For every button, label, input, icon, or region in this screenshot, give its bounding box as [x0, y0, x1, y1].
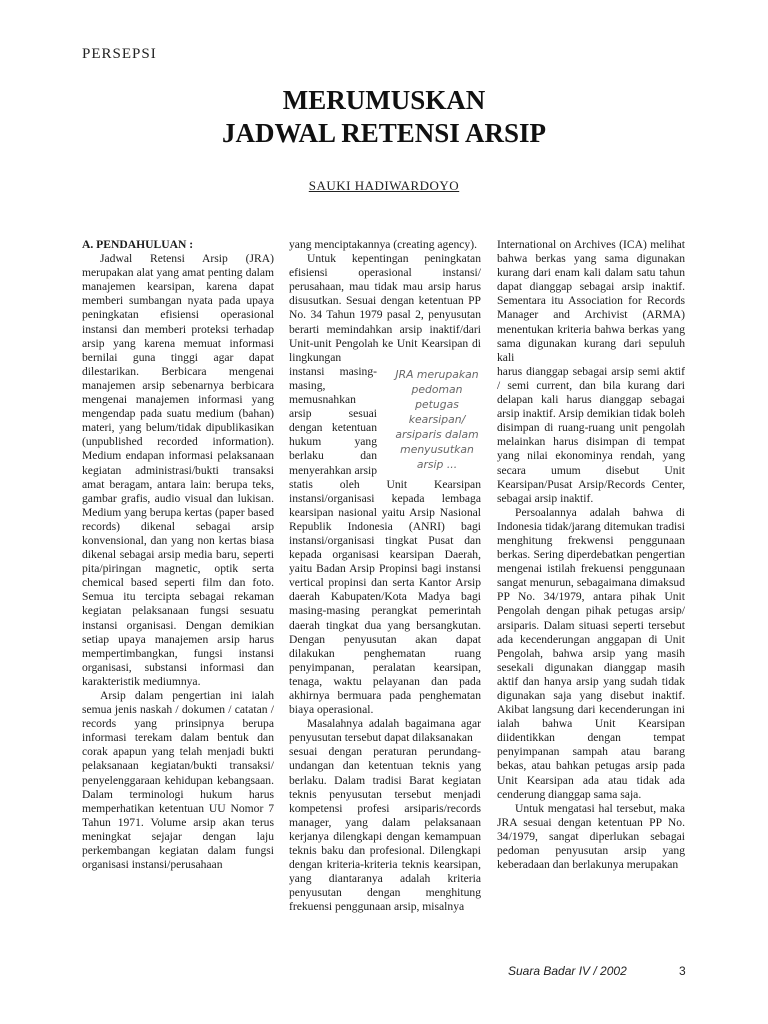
paragraph: instansi masing-masing, memusnahkan arsip sesuai dengan ketentuan hukum yang berlaku dan menyerahkan arsip statis oleh Unit Kearsipan instansi/organisasi kepada lembaga kearsipan nasional yaitu Arsip Nasional Republik Indonesia (ANRI) bagi instansi/organisasi tingkat Pusat dan kepada organisasi kearsipan Daerah, yaitu Badan Arsip Propinsi bagi instansi vertical propinsi dan serta Kantor Arsip daerah Kabupaten/Kota Madya bagi masing-masing perangkat pemerintah daerah tingkat dua yang bersangkutan. Dengan penyusutan akan dapat dilakukan penghematan ruang penyimpanan, peralatan kearsipan, tenaga, waktu pelayanan dan pada akhirnya bermuara pada penghematan biaya operasional.: [289, 364, 481, 717]
pull-quote: JRA merupakan pedoman petugas kearsipan/ arsiparis dalam menyusutkan arsip ...: [395, 367, 479, 471]
section-label: PERSEPSI: [82, 46, 157, 62]
column-1: [82, 238, 274, 872]
footer-publication: Suara Badar IV / 2002: [508, 964, 627, 978]
paragraph: harus dianggap sebagai arsip semi aktif / semi current, dan bila kurang dari delapan kali harus dianggap sebagai arsip inaktif. Arsip demikian tidak boleh disimpan di ruang-ruang unit pengolah melainkan harus disimpan di tempat yang nilai ekonominya rendah, yang secara umum disebut Unit Kearsipan/Pusat Arsip/Records Center, sebagai arsip inaktif.: [497, 364, 685, 505]
footer-page-number: 3: [679, 964, 686, 978]
author-name: SAUKI HADIWARDOYO: [308, 178, 460, 193]
paragraph: Masalahnya adalah bagaimana agar penyusutan tersebut dapat dilaksanakan: [289, 717, 481, 745]
paragraph: Jadwal Retensi Arsip (JRA) merupakan alat yang amat penting dalam manajemen kearsipan, karena dapat memberi sumbangan nyata pada upaya peningkatan efisiensi operasional instansi dan memberi proteksi terhadap arsip yang karena memuat informasi bernilai guna tinggi agar dapat dilestarikan. Berbicara mengenai manajemen arsip sebenarnya berbicara mengenai manajemen informasi yang mengendap pada suatu medium (bahan) materi, yang belum/tidak dipublikasikan (unpublished recorded information). Medium endapan informasi pelaksanaan kegiatan administrasi/bukti transaksi amat beragam, antara lain: berupa teks, gambar grafis, audio visual dan lukisan. Medium yang berupa kertas (paper based records) dikenal sebagai arsip konvensional, dan yang non kertas biasa dikenal sebagai arsip media baru, seperti pita/piringan magnetic, optik serta chemical based seperti film dan foto. Semua itu tercipta sebagai rekaman kegiatan pelaksanaan fungsi sesuatu instansi organisasi. Dengan demikian setiap upaya manajemen arsip harus mempertimbangkan, fungsi instansi organisasi, substansi informasi dan karakteristik mediumnya.: [82, 252, 274, 688]
title-line-1: MERUMUSKAN: [282, 85, 486, 115]
paragraph: Untuk mengatasi hal tersebut, maka JRA sesuai dengan ketentuan PP No. 34/1979, sangat diperlukan sebagai pedoman penyusutan arsip yang keberadaan dan berlakunya merupakan: [497, 801, 685, 872]
paragraph: Arsip dalam pengertian ini ialah semua jenis naskah / dokumen / catatan / records yang prinsipnya berupa informasi terekam dalam bentuk dan corak apapun yang telah menjadi bukti pelaksanaan kegiatan/bukti transaksi/ penyelenggaraan kehidupan kebangsaan. Dalam terminologi hukum harus memperhatikan ketentuan UU Nomor 7 Tahun 1971. Volume arsip akan terus meningkat sejajar dengan laju perkembangan kegiatan dalam fungsi organisasi instansi/perusahaan: [82, 689, 274, 872]
column-2: [289, 238, 481, 915]
column-3: [497, 238, 685, 872]
paragraph: Untuk kepentingan peningkatan efisiensi operasional instansi/ perusahaan, mau tidak mau arsip harus disusutkan. Sesuai dengan ketentuan PP No. 34 Tahun 1979 pasal 2, penyusutan berarti memindahkan arsip inaktif/dari Unit-unit Pengolah ke Unit Kearsipan di lingkungan: [289, 252, 481, 364]
paragraph: International on Archives (ICA) melihat bahwa berkas yang sama digunakan kurang dari enam kali dalam satu tahun dapat dianggap sebagai arsip inaktif. Sementara itu Association for Records Manager and Archivist (ARMA) menentukan kriteria bahwa berkas yang sama digunakan kurang dari sepuluh kali: [497, 238, 685, 364]
paragraph: Persoalannya adalah bahwa di Indonesia tidak/jarang ditemukan tradisi menghitung frekwensi penggunaan berkas. Sering diperdebatkan pengertian mengenai istilah frekuensi penggunaan sangat menurun, sebagaimana dimaksud PP No. 34/1979, antara pihak Unit Pengolah dengan pihak petugas arsip/ arsiparis. Dalam situasi seperti tersebut ada kecenderungan anggapan di Unit Pengolah, bahwa arsip yang masih sesekali digunakan dianggap masih aktif dan hanya arsip yang sudah tidak digunakan saja yang disebut inaktif. Akibat langsung dari kecenderungan ini ialah bahwa Unit Kearsipan diidentikkan dengan tempat penyimpanan sampah atau barang bekas, atau bahkan petugas arsip pada Unit Kearsipan ada atau tidak ada cenderung dianggap sama saja.: [497, 505, 685, 801]
article-title: [0, 84, 768, 150]
paragraph: sesuai dengan peraturan perundang-undangan dan ketentuan teknis yang berlaku. Dalam tradisi Barat kegiatan teknis penyusutan tersebut menjadi kompetensi profesi arsiparis/records manager, yang dalam pelaksanaan kerjanya dilengkapi dengan kemampuan teknis baku dan profesional. Dilengkapi dengan kriteria-kriteria teknis kearsipan, yang diantaranya adalah kriteria penyusutan dengan menghitung frekuensi penggunaan arsip, misalnya: [289, 745, 481, 914]
title-line-2: JADWAL RETENSI ARSIP: [221, 118, 547, 148]
paragraph: yang menciptakannya (creating agency).: [289, 238, 477, 251]
section-heading: A. PENDAHULUAN :: [82, 238, 194, 251]
